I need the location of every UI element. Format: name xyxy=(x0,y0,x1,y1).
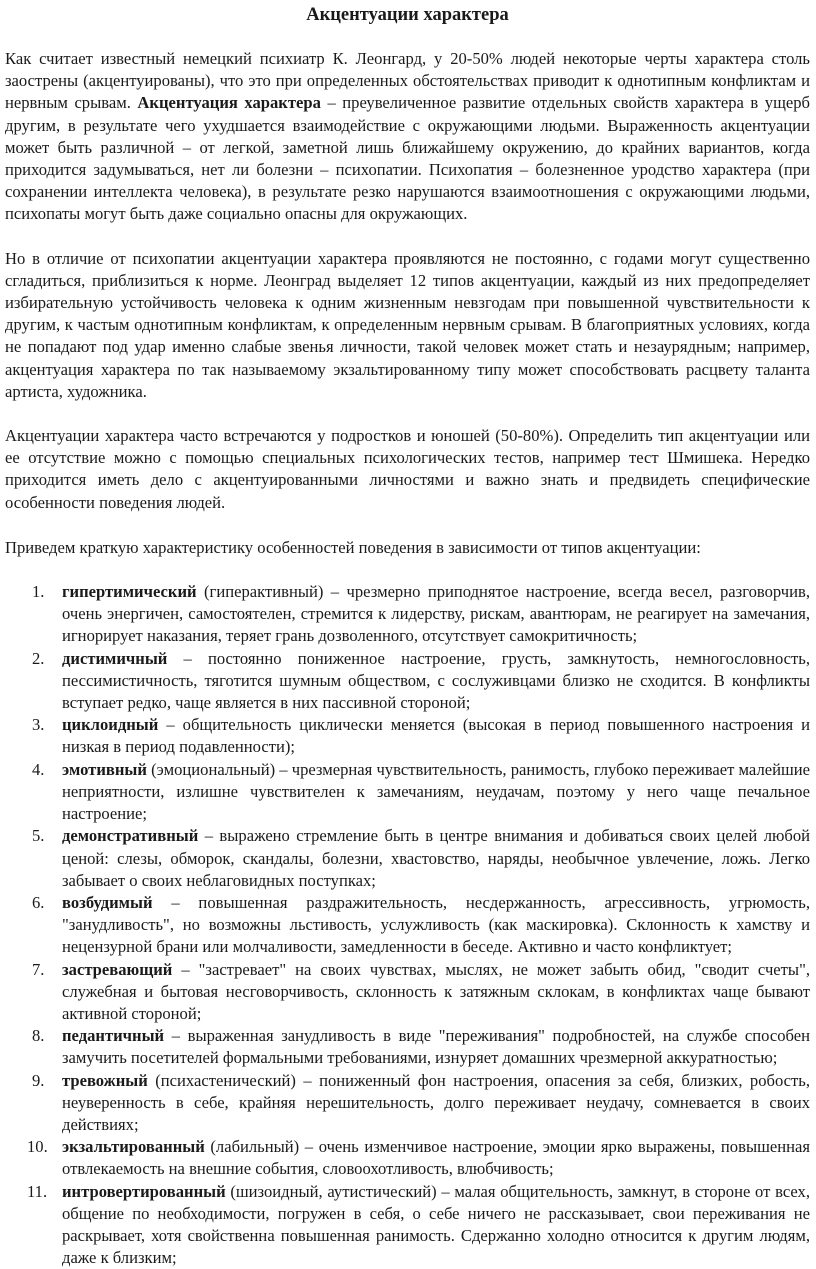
list-item-term: тревожный xyxy=(62,1070,148,1090)
list-item-description: – "застревает" на своих чувствах, мыслях, не может забыть обид, "сводит счеты", служебная и бытовая несговорчивость, склонность к затяжным склокам, в конфликтах чаще бывают активной стороной; xyxy=(62,959,810,1023)
list-item xyxy=(5,648,810,715)
list-item-description: (эмоциональный) – чрезмерная чувствительность, ранимость, глубоко переживает малейшие неприятности, излишне чувствителен к замечаниям, неудачам, поэтому у него чаще печальное настроение; xyxy=(62,759,810,824)
list-item-description: – выраженная занудливость в виде "переживания" подробностей, на службе способен замучить посетителей формальными требованиями, изнуряет домашних чрезмерной аккуратностью; xyxy=(62,1026,810,1068)
list-item xyxy=(5,1181,810,1269)
list-item-term: дистимичный xyxy=(62,648,168,668)
list-item-term: застревающий xyxy=(62,959,173,979)
list-item-number: 9. xyxy=(32,1070,45,1090)
list-item-number: 4. xyxy=(32,759,45,779)
list-item xyxy=(5,1070,810,1137)
list-item xyxy=(5,1136,810,1180)
list-item-description: – выражено стремление быть в центре внимания и добиваться своих целей любой ценой: слезы, обморок, скандалы, болезни, хвастовство, наряды, необычное увлечение, ложь. Легко забывает о своих неблаговидных поступках; xyxy=(62,826,810,890)
list-item xyxy=(5,1025,810,1069)
accentuation-types-list xyxy=(5,581,810,1269)
list-item-term: педантичный xyxy=(62,1026,165,1046)
list-item-term: циклоидный xyxy=(62,715,159,735)
list-item xyxy=(5,581,810,648)
list-item-number: 11. xyxy=(27,1181,48,1201)
list-item-term: эмотивный xyxy=(62,759,147,779)
list-item-description: – повышенная раздражительность, несдержанность, агрессивность, угрюмость, "занудливость", но возможны льстивость, услужливость (как маскировка). Склонность к хамству и нецензурной брани или молчаливости, замедленности в беседе. Активно и часто конфликтует; xyxy=(62,892,810,957)
document-page xyxy=(0,2,816,1268)
list-item-description: – общительность циклически меняется (высокая в период повышенного настроения и низкая в период подавленности); xyxy=(62,715,810,757)
list-intro-paragraph: Приведем краткую характеристику особенностей поведения в зависимости от типов акцентуации: xyxy=(5,537,701,557)
list-item xyxy=(5,825,810,892)
list-item-number: 6. xyxy=(32,892,45,912)
list-item-term: возбудимый xyxy=(62,892,153,912)
list-item-description: – постоянно пониженное настроение, грусть, замкнутость, немногословность, пессимистичность, тяготится шумным обществом, с сослуживцами близко не сходится. В конфликты вступает редко, чаще является в них пассивной стороной; xyxy=(62,648,810,713)
list-item-number: 8. xyxy=(32,1026,45,1046)
list-item-number: 5. xyxy=(32,826,45,846)
list-item xyxy=(5,759,810,826)
list-item-description: (гиперактивный) – чрезмерно приподнятое настроение, всегда весел, разговорчив, очень энергичен, самостоятелен, стремится к лидерству, рискам, авантюрам, не реагирует на замечания, игнорирует наказания, теряет грань дозволенного, отсутствует самокритичность; xyxy=(62,582,810,646)
psychopathy-paragraph: Но в отличие от психопатии акцентуации характера проявляются не постоянно, с годами могут существенно сгладиться, приблизиться к норме. Леонград выделяет 12 типов акцентуации, каждый из них предопределяет избирательную устойчивость человека к одним жизненным невзгодам при повышенной чувствительности к другим, к частым однотипным конфликтам, к определенным нервным срывам. В благоприятных условиях, когда не попадают под удар именно слабые звенья личности, такой человек может стать и незаурядным; например, акцентуация характера по так называемому экзальтированному типу может способствовать расцвету таланта артиста, художника. xyxy=(5,248,810,401)
list-item-number: 2. xyxy=(32,648,45,668)
list-item-description: (шизоидный, аутистический) – малая общительность, замкнут, в стороне от всех, общение по необходимости, погружен в себя, о себе ничего не рассказывает, свои переживания не раскрывает, хотя свойственна повышенная ранимость. Сдержанно холодно относится к другим людям, даже к близким; xyxy=(62,1181,810,1268)
list-item-description: (психастенический) – пониженный фон настроения, опасения за себя, близких, робость, неуверенность в себе, крайняя нерешительность, долго переживает неудачу, сомневается в своих действиях; xyxy=(62,1070,810,1134)
intro-text-before: Как считает известный немецкий психиатр К. Леонгард, у 20-50% людей некоторые черты характера столь заострены (акцентуированы), что это при определенных обстоятельствах приводит к однотипным конфликтам и нервным срывам. xyxy=(5,49,810,113)
list-item-term: экзальтированный xyxy=(62,1137,205,1157)
list-item xyxy=(5,892,810,959)
list-item xyxy=(5,959,810,1026)
list-item-number: 3. xyxy=(32,715,45,735)
document-title: Акцентуации характера xyxy=(306,5,509,25)
teenagers-paragraph: Акцентуации характера часто встречаются у подростков и юношей (50-80%). Определить тип акцентуации или ее отсутствие можно с помощью специальных психологических тестов, например тест Шмишека. Нередко приходится иметь дело с акцентуированными личностями и важно знать и предвидеть специфические особенности поведения людей. xyxy=(5,426,810,512)
intro-text-after: – преувеличенное развитие отдельных свойств характера в ущерб другим, в результате чего ухудшается взаимодействие с окружающими людьми. Выраженность акцентуации может быть различной – от легкой, заметной лишь ближайшему окружению, до крайних вариантов, когда приходится задумываться, нет ли болезни – психопатии. Психопатия – болезненное уродство характера (при сохранении интеллекта человека), в результате резко нарушаются взаимоотношения с окружающими людьми, психопаты могут быть даже социально опасны для окружающих. xyxy=(5,93,810,224)
list-item xyxy=(5,714,810,758)
intro-bold-term: Акцентуация характера xyxy=(137,93,321,113)
list-item-number: 10. xyxy=(27,1137,48,1157)
list-item-description: (лабильный) – очень изменчивое настроение, эмоции ярко выражены, повышенная отвлекаемость на внешние события, словоохотливость, влюбчивость; xyxy=(62,1137,810,1179)
intro-paragraph xyxy=(5,48,810,226)
list-item-number: 1. xyxy=(32,582,45,602)
list-item-term: демонстративный xyxy=(62,826,199,846)
list-item-term: интровертированный xyxy=(62,1181,226,1201)
list-item-number: 7. xyxy=(32,959,45,979)
list-item-term: гипертимический xyxy=(62,582,197,602)
